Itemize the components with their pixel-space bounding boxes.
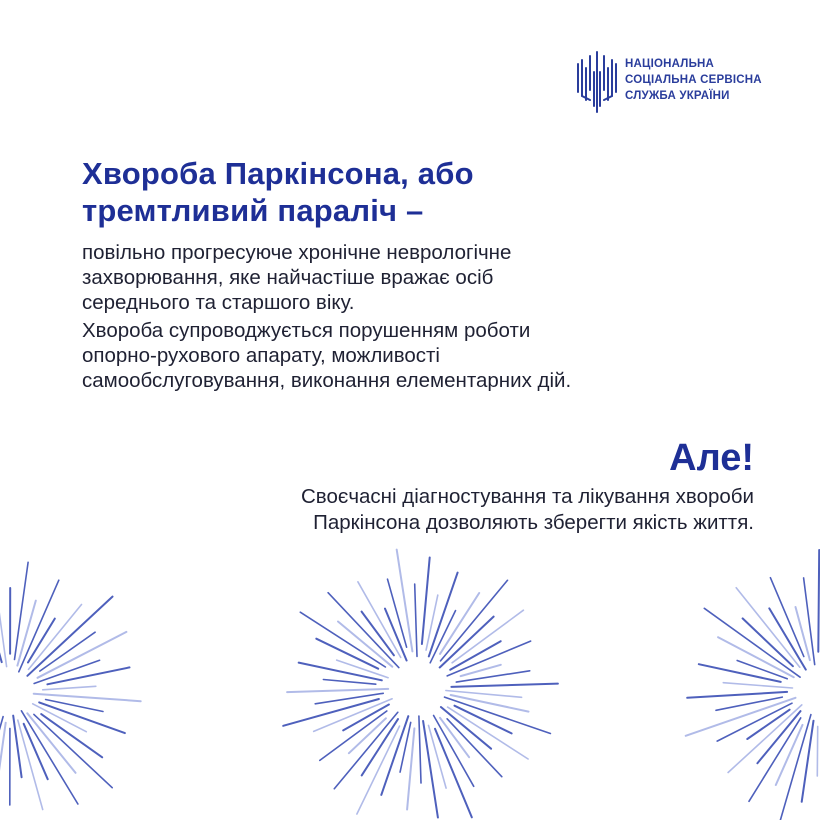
- burst-ray: [440, 593, 479, 654]
- burst-ray: [796, 607, 810, 660]
- burst-ray: [419, 716, 421, 783]
- firework-burst-icon: [283, 550, 558, 818]
- burst-ray: [429, 725, 447, 788]
- burst-ray: [687, 692, 787, 698]
- burst-ray: [728, 705, 802, 773]
- burst-ray: [447, 719, 502, 777]
- burst-ray: [337, 660, 388, 678]
- burst-ray: [445, 697, 551, 733]
- burst-ray: [43, 686, 96, 690]
- burst-ray: [737, 661, 787, 679]
- burst-ray: [455, 706, 512, 734]
- burst-ray: [0, 717, 3, 793]
- burst-ray: [723, 683, 792, 688]
- burst-ray: [426, 595, 438, 650]
- burst-ray: [18, 720, 43, 809]
- burst-ray: [323, 680, 375, 685]
- burst-ray: [334, 712, 398, 789]
- burst-ray: [349, 718, 386, 753]
- note-line-1: Своєчасні діагностування та лікування хвороби: [301, 485, 754, 508]
- burst-ray: [28, 619, 55, 663]
- burst-ray: [422, 558, 430, 645]
- burst-ray: [686, 698, 796, 736]
- symptoms-line-3: самообслуговування, виконання елементарних дій.: [82, 369, 572, 392]
- burst-ray: [19, 580, 59, 672]
- burst-ray: [451, 695, 529, 712]
- burst-ray: [314, 699, 392, 732]
- burst-ray: [33, 704, 87, 732]
- burst-ray: [41, 714, 102, 757]
- burst-ray: [300, 612, 385, 667]
- burst-ray: [716, 697, 782, 710]
- burst-ray: [357, 726, 400, 814]
- burst-ray: [441, 580, 508, 661]
- burst-ray: [779, 715, 811, 820]
- burst-ray: [743, 618, 793, 666]
- burst-ray: [736, 588, 800, 668]
- burst-ray: [440, 617, 494, 668]
- burst-ray: [287, 689, 388, 692]
- note-line-2: Паркінсона дозволяють зберегти якість життя.: [313, 511, 754, 534]
- definition-line-1: повільно прогресуюче хронічне неврологічне: [82, 241, 512, 264]
- organization-logo: [574, 50, 762, 114]
- burst-ray: [802, 721, 814, 802]
- burst-ray: [434, 716, 474, 787]
- burst-ray: [456, 671, 529, 682]
- burst-ray: [358, 582, 401, 658]
- burst-ray: [38, 632, 127, 678]
- burst-ray: [397, 550, 413, 652]
- burst-ray: [400, 722, 411, 772]
- burst-ray: [441, 707, 491, 749]
- burst-ray: [770, 578, 803, 657]
- burst-ray: [0, 583, 2, 662]
- burst-ray: [776, 725, 803, 785]
- page-title: [82, 155, 722, 229]
- burst-ray: [407, 728, 414, 809]
- burst-ray: [749, 718, 801, 801]
- burst-ray: [385, 609, 407, 661]
- burst-ray: [40, 632, 95, 671]
- burst-ray: [362, 719, 398, 775]
- burst-ray: [315, 693, 383, 704]
- burst-ray: [21, 711, 78, 804]
- organization-name-line-2: СОЦІАЛЬНА СЕРВІСНА: [625, 74, 762, 86]
- burst-ray: [718, 637, 794, 677]
- symptoms-line-2: опорно-рухового апарату, можливості: [82, 344, 440, 367]
- trident-emblem-icon: [574, 50, 620, 114]
- burst-ray: [343, 705, 389, 731]
- firework-burst-icon: [686, 550, 820, 820]
- burst-ray: [429, 573, 458, 657]
- burst-ray: [769, 608, 806, 669]
- burst-ray: [0, 553, 7, 666]
- burst-ray: [704, 608, 800, 677]
- title-line-1: Хвороба Паркінсона, або: [82, 156, 474, 191]
- burst-ray: [804, 578, 815, 665]
- burst-ray: [757, 711, 800, 763]
- burst-ray: [447, 641, 530, 676]
- symptoms-paragraph: [82, 318, 762, 393]
- burst-ray: [328, 593, 399, 668]
- burst-ray: [39, 702, 125, 733]
- burst-ray: [27, 597, 112, 676]
- burst-ray: [29, 605, 82, 670]
- burst-ray: [446, 691, 522, 698]
- title-line-2: тремтливий параліч –: [82, 193, 424, 228]
- burst-ray: [699, 664, 781, 682]
- organization-name-line-3: СЛУЖБА УКРАЇНИ: [625, 90, 730, 102]
- definition-line-3: середнього та старшого віку.: [82, 291, 355, 314]
- burst-ray: [415, 584, 417, 656]
- organization-name-line-1: НАЦІОНАЛЬНА: [625, 58, 715, 70]
- hope-note: [114, 484, 754, 536]
- symptoms-line-1: Хвороба супроводжується порушенням роботи: [82, 319, 531, 342]
- burst-ray: [388, 579, 407, 647]
- burst-ray: [717, 703, 792, 741]
- burst-ray: [283, 699, 379, 726]
- burst-ray: [27, 713, 75, 773]
- burst-ray: [430, 611, 455, 663]
- burst-ray: [435, 729, 472, 818]
- burst-ray: [15, 562, 29, 659]
- burst-ray: [17, 601, 35, 666]
- burst-ray: [47, 667, 129, 684]
- burst-ray: [299, 663, 382, 681]
- burst-ray: [451, 684, 558, 687]
- burst-ray: [747, 710, 789, 739]
- firework-burst-icon: [0, 553, 141, 820]
- burst-ray: [362, 612, 394, 656]
- burst-ray: [423, 721, 438, 818]
- burst-ray: [46, 700, 103, 712]
- burst-ray: [34, 714, 112, 787]
- burst-ray: [24, 724, 48, 779]
- burst-ray: [13, 716, 21, 778]
- organization-name: [625, 56, 762, 104]
- burst-ray: [320, 711, 387, 760]
- burst-ray: [450, 641, 501, 670]
- burst-ray: [818, 550, 819, 652]
- burst-ray: [34, 660, 100, 683]
- burst-ray: [461, 665, 501, 676]
- definition-paragraph: [82, 240, 762, 315]
- burst-ray: [34, 694, 141, 702]
- burst-ray: [452, 610, 523, 663]
- burst-ray: [448, 707, 528, 759]
- definition-line-2: захворювання, яке найчастіше вражає осіб: [82, 266, 494, 289]
- burst-ray: [0, 723, 6, 820]
- accent-heading: Але!: [669, 437, 754, 479]
- burst-ray: [440, 718, 469, 757]
- burst-ray: [338, 622, 392, 667]
- burst-ray: [381, 716, 408, 795]
- burst-ray: [316, 639, 378, 669]
